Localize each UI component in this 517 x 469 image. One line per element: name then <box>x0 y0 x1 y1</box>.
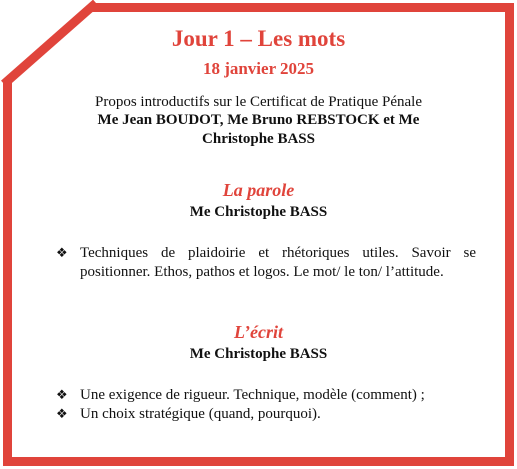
day-date: 18 janvier 2025 <box>202 59 315 78</box>
bullet-list-parole <box>56 244 476 282</box>
speakers-line: Me Jean BOUDOT, Me Bruno REBSTOCK et Me <box>97 112 420 128</box>
list-item <box>56 386 476 405</box>
day-title: Jour 1 – Les mots <box>171 26 346 51</box>
list-item-text: Une exigence de rigueur. Technique, modèle (comment) ; <box>80 387 425 403</box>
speakers-text <box>12 111 505 149</box>
section-title-parole: La parole <box>222 180 295 200</box>
speakers-line: Christophe BASS <box>202 131 315 147</box>
section-speaker-ecrit: Me Christophe BASS <box>189 346 328 362</box>
list-item-text: Techniques de plaidoirie et rhétoriques utiles. Savoir se positionner. Ethos, pathos et logos. Le mot/ le ton/ l’attitude. <box>80 245 476 280</box>
diamond-bullet-icon: ❖ <box>56 388 68 403</box>
program-content <box>12 12 505 457</box>
bullet-list-ecrit <box>56 386 476 424</box>
section-title-ecrit: L’écrit <box>234 322 283 342</box>
intro-text: Propos introductifs sur le Certificat de Pratique Pénale <box>94 94 422 110</box>
list-item <box>56 244 476 282</box>
diamond-bullet-icon: ❖ <box>56 407 68 422</box>
diamond-bullet-icon: ❖ <box>56 246 68 261</box>
list-item <box>56 405 476 424</box>
list-item-text: Un choix stratégique (quand, pourquoi). <box>80 406 321 422</box>
section-speaker-parole: Me Christophe BASS <box>189 204 328 220</box>
